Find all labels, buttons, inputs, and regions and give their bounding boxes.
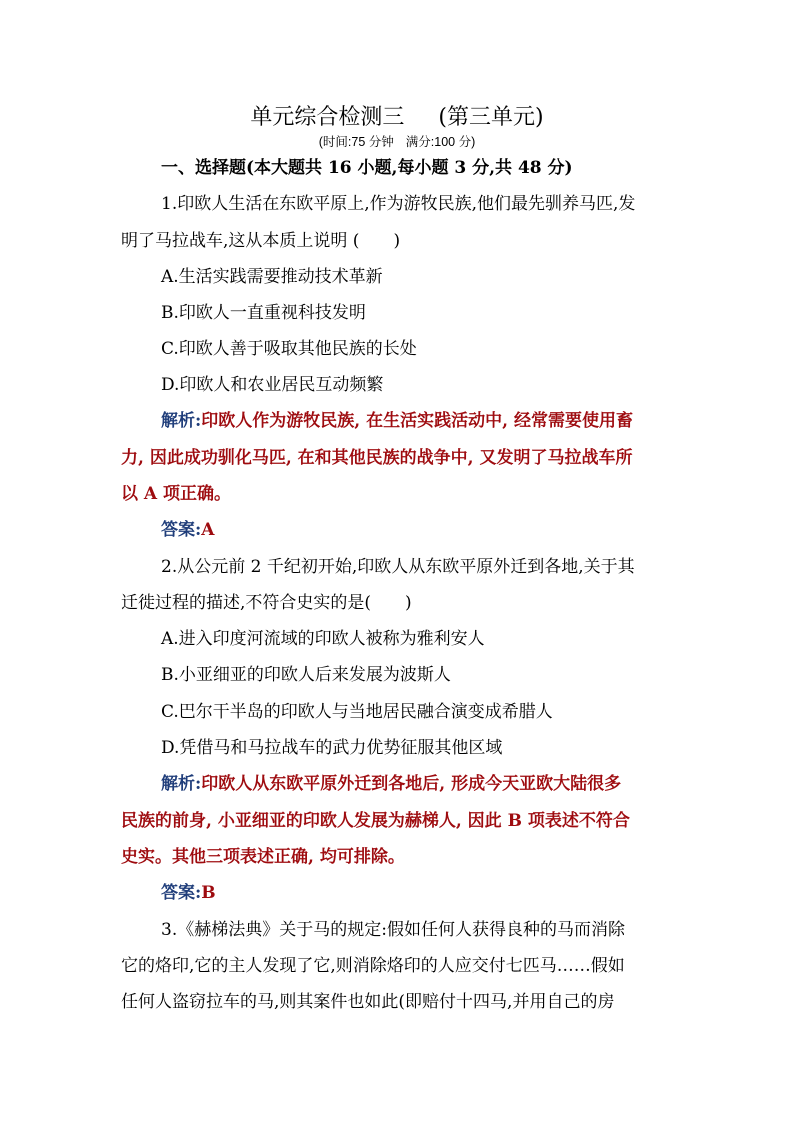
section-heading: 一、选择题(本大题共 16 小题,每小题 3 分,共 48 分) [161,158,573,178]
q1-option-c: C.印欧人善于吸取其他民族的长处 [161,339,417,359]
q2-option-c: C.巴尔干半岛的印欧人与当地居民融合演变成希腊人 [161,702,553,722]
q3-stem-line1: 3.《赫梯法典》关于马的规定:假如任何人获得良种的马而消除 [161,920,625,940]
q1-analysis-text1: 印欧人作为游牧民族, 在生活实践活动中, 经常需要使用畜 [201,411,633,431]
q1-option-d: D.印欧人和农业居民互动频繁 [161,375,384,395]
unit-subtitle: (第三单元) [438,105,544,130]
q2-analysis-text1: 印欧人从东欧平原外迁到各地后, 形成今天亚欧大陆很多 [201,774,622,794]
q2-answer [161,878,216,903]
q1-answer [161,515,214,540]
q1-analysis-label: 解析: [161,411,202,431]
q3-stem-line2: 它的烙印,它的主人发现了它,则消除烙印的人应交付七匹马……假如 [121,956,625,976]
q1-answer-value: A [201,520,215,540]
q3-stem-line3: 任何人盗窃拉车的马,则其案件也如此(即赔付十四马,并用自己的房 [121,992,615,1012]
q2-stem-line1: 2.从公元前 2 千纪初开始,印欧人从东欧平原外迁到各地,关于其 [161,557,635,577]
q2-answer-value: B [201,883,216,903]
q1-analysis-line2: 力, 因此成功驯化马匹, 在和其他民族的战争中, 又发明了马拉战车所 [121,448,633,468]
q2-option-d: D.凭借马和马拉战车的武力优势征服其他区域 [161,738,503,758]
q1-answer-label: 答案: [161,520,202,540]
q2-option-a: A.进入印度河流域的印欧人被称为雅利安人 [161,629,485,649]
unit-title: 单元综合检测三 [250,105,405,130]
q2-answer-label: 答案: [161,883,202,903]
q2-option-b: B.小亚细亚的印欧人后来发展为波斯人 [161,665,451,685]
q2-analysis-line3: 史实。其他三项表述正确, 均可排除。 [121,847,405,867]
q1-option-b: B.印欧人一直重视科技发明 [161,303,366,323]
q1-option-a: A.生活实践需要推动技术革新 [161,267,383,287]
exam-score: 满分:100 分) [405,135,476,149]
q2-analysis-label: 解析: [161,774,202,794]
q2-stem-line2: 迁徙过程的描述,不符合史实的是( ) [121,593,412,613]
q1-stem-line1: 1.印欧人生活在东欧平原上,作为游牧民族,他们最先驯养马匹,发 [161,194,636,214]
q1-analysis-line3: 以 A 项正确。 [121,484,232,504]
q1-analysis-line1 [161,406,633,431]
q2-analysis-line1 [161,769,621,794]
exam-info [0,132,794,150]
exam-time: (时间:75 分钟 [318,135,394,149]
q1-stem-line2: 明了马拉战车,这从本质上说明 ( ) [121,231,401,251]
q2-analysis-line2: 民族的前身, 小亚细亚的印欧人发展为赫梯人, 因此 B 项表述不符合 [121,811,630,831]
page-title [0,100,794,131]
